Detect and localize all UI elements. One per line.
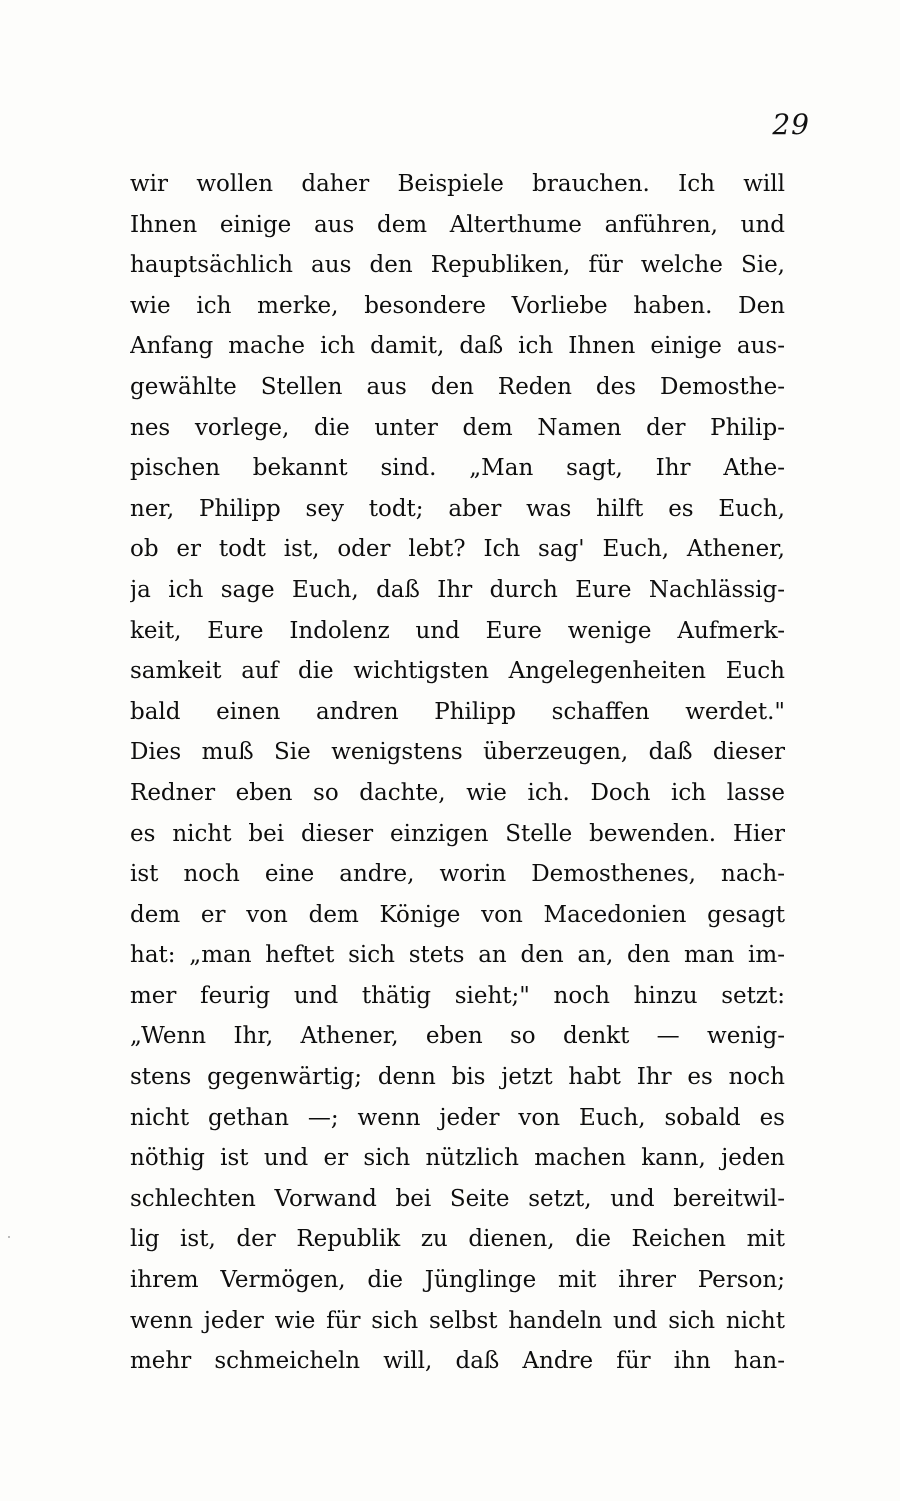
text-line: wenn jeder wie für sich selbst handeln und sich nicht <box>130 1307 785 1334</box>
text-line: hauptsächlich aus den Republiken, für welche Sie, <box>130 252 785 279</box>
text-line: wir wollen daher Beispiele brauchen. Ich will <box>130 171 785 197</box>
margin-mark <box>8 1236 10 1238</box>
text-line: mehr schmeicheln will, daß Andre für ihn han- <box>130 1348 785 1375</box>
text-line: nöthig ist und er sich nützlich machen kann, jeden <box>130 1145 785 1172</box>
text-line: „Wenn Ihr, Athener, eben so denkt — wenig- <box>130 1023 785 1050</box>
page-number: 29 <box>772 108 810 141</box>
text-line: Dies muß Sie wenigstens überzeugen, daß dieser <box>130 739 785 766</box>
text-line: schlechten Vorwand bei Seite setzt, und bereitwil- <box>130 1185 785 1212</box>
text-line: gewählte Stellen aus den Reden des Demosthe- <box>130 373 785 400</box>
text-line: mer feurig und thätig sieht;" noch hinzu setzt: <box>130 982 785 1009</box>
text-line: hat: „man heftet sich stets an den an, den man im- <box>130 942 785 969</box>
text-line: stens gegenwärtig; denn bis jetzt habt Ihr es noch <box>130 1064 785 1091</box>
text-line: keit, Eure Indolenz und Eure wenige Aufmerk- <box>130 617 785 644</box>
text-line: Ihnen einige aus dem Alterthume anführen, und <box>130 211 785 238</box>
text-line: Redner eben so dachte, wie ich. Doch ich lasse <box>130 779 785 806</box>
text-line: nicht gethan —; wenn jeder von Euch, sobald es <box>130 1104 785 1131</box>
text-line: wie ich merke, besondere Vorliebe haben. Den <box>130 292 785 319</box>
text-line: pischen bekannt sind. „Man sagt, Ihr Athe- <box>130 455 785 482</box>
text-line: ob er todt ist, oder lebt? Ich sag' Euch, Athener, <box>130 536 785 563</box>
text-line: ihrem Vermögen, die Jünglinge mit ihrer Person; <box>130 1267 785 1294</box>
text-line: bald einen andren Philipp schaffen werdet." <box>130 698 785 725</box>
text-line: ist noch eine andre, worin Demosthenes, nach- <box>130 861 785 888</box>
text-line: es nicht bei dieser einzigen Stelle bewenden. Hier <box>130 820 785 847</box>
text-line: ja ich sage Euch, daß Ihr durch Eure Nachlässig- <box>130 576 785 603</box>
text-line: samkeit auf die wichtigsten Angelegenheiten Euch <box>130 658 785 685</box>
text-line: lig ist, der Republik zu dienen, die Reichen mit <box>130 1226 785 1253</box>
text-line: Anfang mache ich damit, daß ich Ihnen einige aus- <box>130 333 785 360</box>
text-line: nes vorlege, die unter dem Namen der Philip- <box>130 414 785 441</box>
text-line: dem er von dem Könige von Macedonien gesagt <box>130 901 785 928</box>
body-text <box>130 164 785 1382</box>
text-line: ner, Philipp sey todt; aber was hilft es Euch, <box>130 495 785 522</box>
